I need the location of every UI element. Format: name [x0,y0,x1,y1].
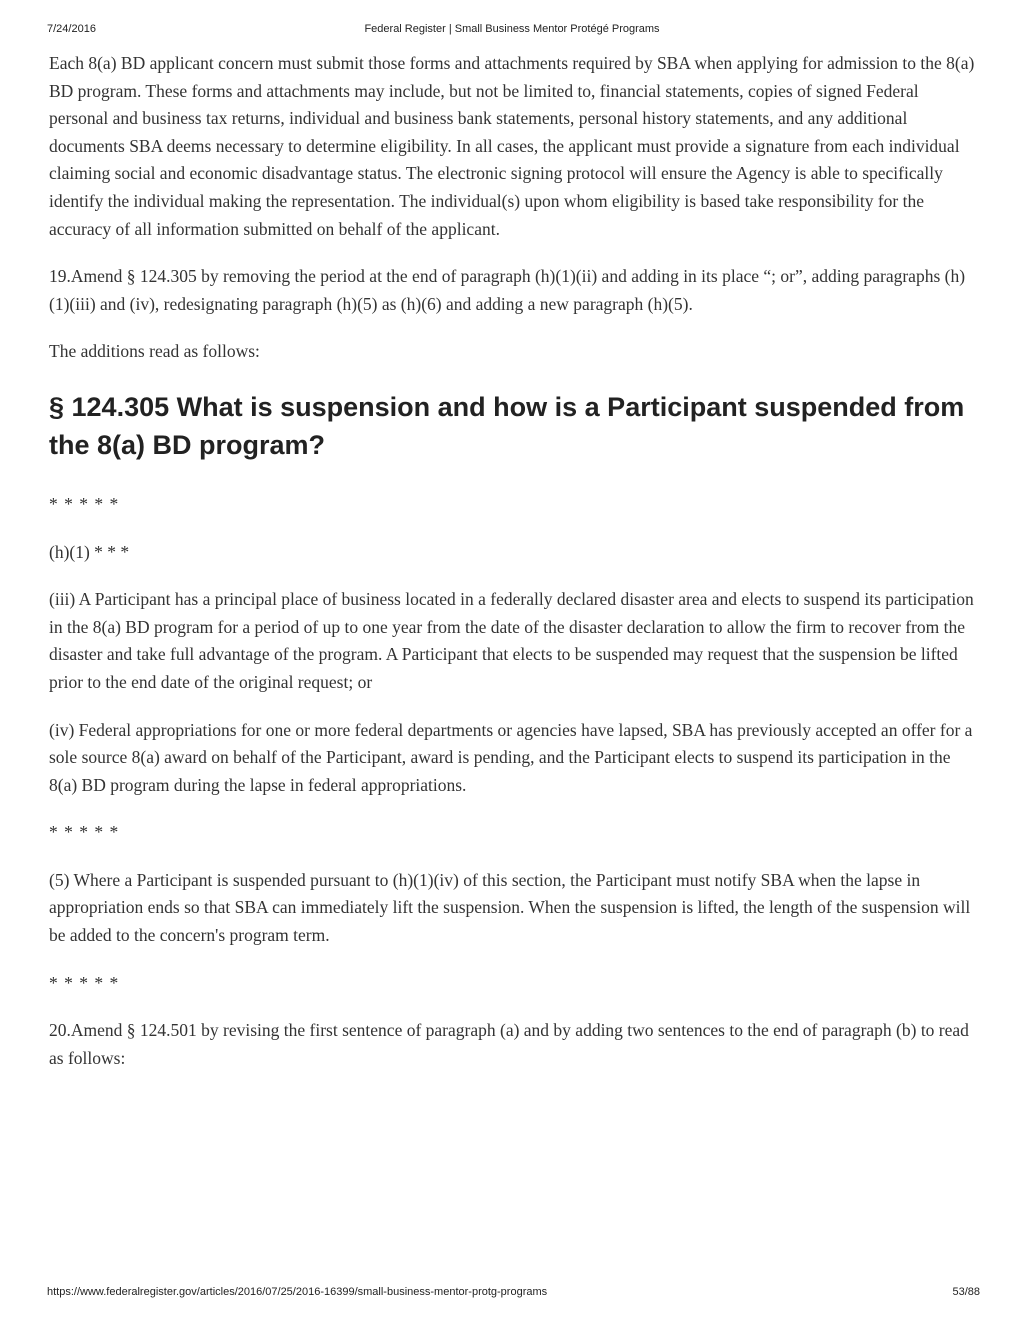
page-url: https://www.federalregister.gov/articles/2016/07/25/2016-16399/small-business-mentor-protg-programs [47,1286,548,1298]
paragraph-additions-intro: The additions read as follows: [49,341,260,362]
section-heading: § 124.305 What is suspension and how is a Participant suspended from the 8(a) BD program? [49,391,965,461]
print-header [0,23,1024,41]
print-date: 7/24/2016 [47,23,96,35]
paragraph-amend-124-305: 19.Amend § 124.305 by removing the period at the end of paragraph (h)(1)(ii) and adding in its place “; or”, adding paragraphs (h)(1)(iii) and (iv), redesignating paragraph (h)(5) as (h)(6) and adding a new paragraph (h)(5). [49,266,966,314]
paragraph-iv: (iv) Federal appropriations for one or more federal departments or agencies have lapsed, SBA has previously accepted an offer for a sole source 8(a) award on behalf of the Participant, award is pending, and the Participant elects to suspend its participation in the 8(a) BD program during the lapse in federal appropriations. [49,719,973,795]
paragraph-amend-124-501: 20.Amend § 124.501 by revising the first sentence of paragraph (a) and by adding two sentences to the end of paragraph (b) to read as follows: [49,1020,969,1068]
paragraph-h1: (h)(1) * * * [49,541,130,562]
paragraph-5: (5) Where a Participant is suspended pursuant to (h)(1)(iv) of this section, the Participant must notify SBA when the lapse in appropriation ends so that SBA can immediately lift the suspension. When the suspension is lifted, the length of the suspension will be added to the concern's program term. [49,869,971,946]
document-body [49,50,979,1092]
print-title: Federal Register | Small Business Mentor Protégé Programs [364,23,660,35]
omission-stars: * * * * * [49,822,120,843]
page-number: 53/88 [952,1286,980,1298]
print-footer [0,1286,1024,1302]
omission-stars: * * * * * [49,972,120,993]
paragraph-applicant-forms: Each 8(a) BD applicant concern must submit those forms and attachments required by SBA when applying for admission to the 8(a) BD program. These forms and attachments may include, but not be limited to, financial statements, copies of signed Federal personal and business tax returns, individual and business bank statements, personal history statements, and any additional documents SBA deems necessary to determine eligibility. In all cases, the applicant must provide a signature from each individual claiming social and economic disadvantage status. The electronic signing protocol will ensure the Agency is able to specifically identify the individual making the representation. The individual(s) upon whom eligibility is based take responsibility for the accuracy of all information submitted on behalf of the applicant. [49,53,975,239]
omission-stars: * * * * * [49,493,120,514]
paragraph-iii: (iii) A Participant has a principal place of business located in a federally declared disaster area and elects to suspend its participation in the 8(a) BD program for a period of up to one year from the date of the disaster declaration to allow the firm to recover from the disaster and take full advantage of the program. A Participant that elects to be suspended may request that the suspension be lifted prior to the end date of the original request; or [49,589,974,692]
